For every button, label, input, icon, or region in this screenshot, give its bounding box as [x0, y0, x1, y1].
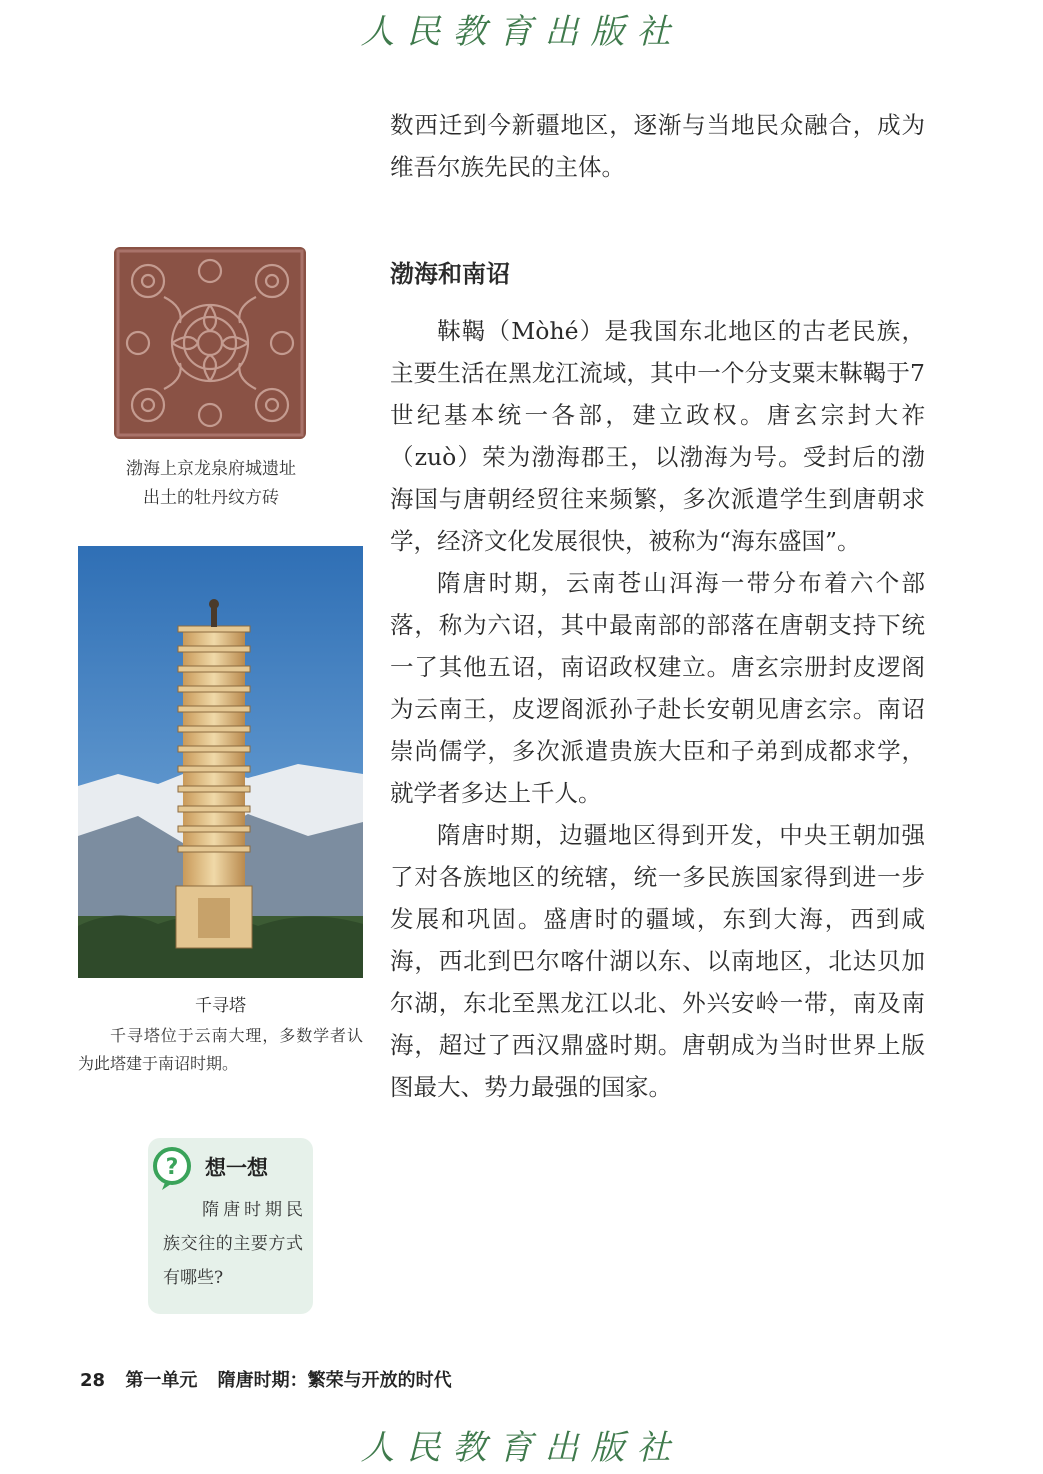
- brick-caption: 渤海上京龙泉府城遗址 出土的牡丹纹方砖: [126, 459, 296, 508]
- svg-text:?: ?: [165, 1155, 179, 1180]
- question-bubble-icon: [152, 1146, 192, 1192]
- pagoda-caption-body: 千寻塔位于云南大理，多数学者认为此塔建于南诏时期。: [78, 1026, 363, 1073]
- paragraph-mohe: 靺鞨（Mòhé）是我国东北地区的古老民族，主要生活在黑龙江流域，其中一个分支粟末靺鞨于7世纪基本统一各部，建立政权。唐玄宗封大祚（zuò）荣为渤海郡王，以渤海为号。受封后的渤海国与唐朝经贸往来频繁，多次派遣学生到唐朝求学，经济文化发展很快，被称为“海东盛国”。: [390, 317, 925, 555]
- unit-label: 第一单元: [125, 1370, 198, 1391]
- section-heading: 渤海和南诏: [390, 260, 510, 288]
- pagoda-caption-title: 千寻塔: [195, 996, 246, 1016]
- main-text-column: [390, 104, 925, 1108]
- page-footer: [80, 1366, 466, 1392]
- page-number: 28: [80, 1370, 106, 1391]
- unit-title: 隋唐时期：繁荣与开放的时代: [217, 1370, 452, 1391]
- paragraph-territory: 隋唐时期，边疆地区得到开发，中央王朝加强了对各族地区的统辖，统一多民族国家得到进一步发展和巩固。盛唐时的疆域，东到大海，西到咸海，西北到巴尔喀什湖以东、以南地区，北达贝加尔湖，东北至黑龙江以北、外兴安岭一带，南及南海，超过了西汉鼎盛时期。唐朝成为当时世界上版图最大、势力最强的国家。: [390, 821, 925, 1101]
- publisher-watermark-top: 人民教育出版社: [360, 12, 683, 52]
- publisher-watermark-bottom: 人民教育出版社: [360, 1428, 683, 1468]
- peony-brick-image: [114, 247, 306, 439]
- think-box-title: 想一想: [205, 1156, 268, 1180]
- qianxun-pagoda-image: [78, 546, 363, 978]
- intro-paragraph: 数西迁到今新疆地区，逐渐与当地民众融合，成为维吾尔族先民的主体。: [390, 111, 925, 181]
- think-box-question: 隋唐时期民族交往的主要方式有哪些?: [163, 1200, 303, 1288]
- paragraph-nanzhao: 隋唐时期，云南苍山洱海一带分布着六个部落，称为六诏，其中最南部的部落在唐朝支持下统一了其他五诏，南诏政权建立。唐玄宗册封皮逻阁为云南王，皮逻阁派孙子赴长安朝见唐玄宗。南诏崇尚儒学，多次派遣贵族大臣和子弟到成都求学，就学者多达上千人。: [390, 569, 925, 807]
